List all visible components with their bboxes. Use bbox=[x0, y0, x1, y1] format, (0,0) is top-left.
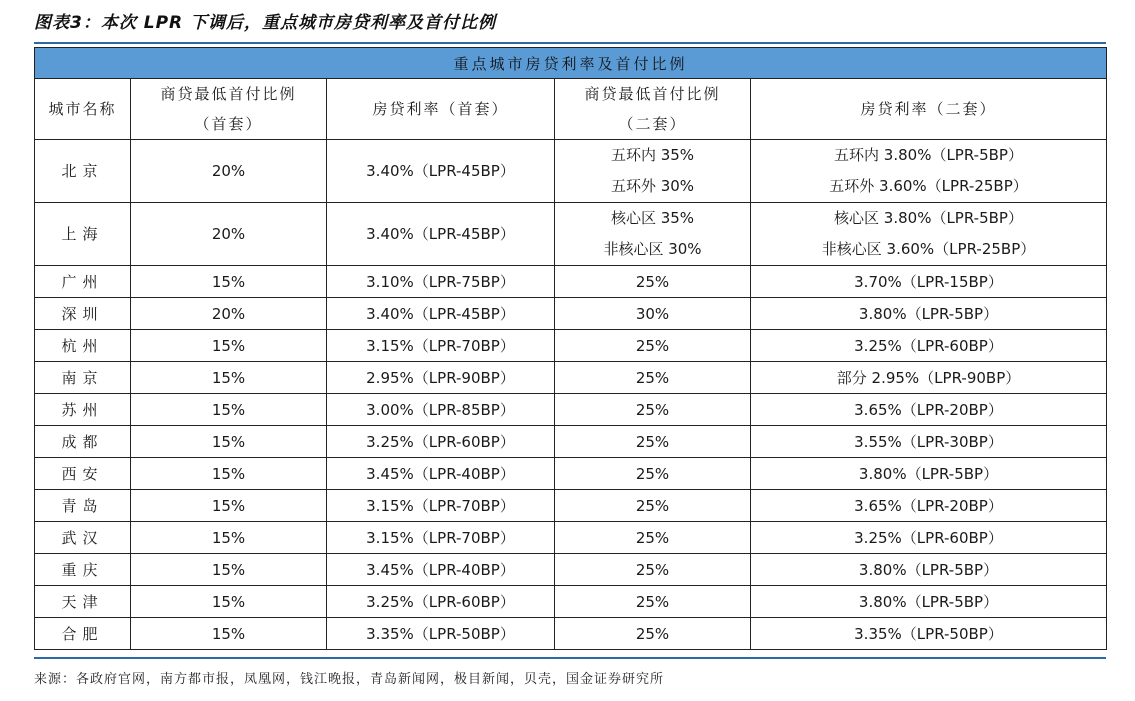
first-rate-cell: 3.45%（LPR-40BP） bbox=[327, 458, 555, 490]
city-cell: 南京 bbox=[35, 362, 131, 394]
second-rate-line: 非核心区 3.60%（LPR-25BP） bbox=[821, 240, 1036, 258]
first-rate-cell: 3.40%（LPR-45BP） bbox=[327, 203, 555, 266]
table-row bbox=[35, 522, 1107, 554]
first-down-cell: 15% bbox=[131, 362, 327, 394]
second-rate-cell: 3.65%（LPR-20BP） bbox=[751, 490, 1107, 522]
second-rate-line: 五环内 3.80%（LPR-5BP） bbox=[834, 146, 1023, 164]
second-down-cell: 25% bbox=[555, 266, 751, 298]
figure-caption: 图表3：本次 LPR 下调后，重点城市房贷利率及首付比例 bbox=[34, 13, 497, 33]
first-down-cell: 15% bbox=[131, 586, 327, 618]
first-down-cell: 15% bbox=[131, 522, 327, 554]
table-row bbox=[35, 298, 1107, 330]
header-first-down-payment-line1: 商贷最低首付比例 bbox=[160, 85, 297, 103]
second-rate-cell: 3.70%（LPR-15BP） bbox=[751, 266, 1107, 298]
second-down-line: 五环内 35% bbox=[610, 146, 695, 164]
second-down-cell: 25% bbox=[555, 618, 751, 650]
header-second-down-payment bbox=[555, 79, 751, 140]
table-row bbox=[35, 362, 1107, 394]
header-second-down-payment-line1: 商贷最低首付比例 bbox=[584, 85, 721, 103]
city-cell: 合肥 bbox=[35, 618, 131, 650]
table-row bbox=[35, 586, 1107, 618]
first-rate-cell: 3.35%（LPR-50BP） bbox=[327, 618, 555, 650]
first-down-cell: 20% bbox=[131, 203, 327, 266]
first-down-cell: 15% bbox=[131, 458, 327, 490]
first-down-cell: 15% bbox=[131, 266, 327, 298]
header-second-rate: 房贷利率（二套） bbox=[751, 79, 1107, 140]
first-rate-cell: 3.40%（LPR-45BP） bbox=[327, 298, 555, 330]
city-cell: 青岛 bbox=[35, 490, 131, 522]
table-row bbox=[35, 554, 1107, 586]
city-cell: 上海 bbox=[35, 203, 131, 266]
table-title: 重点城市房贷利率及首付比例 bbox=[35, 48, 1107, 79]
second-down-cell: 25% bbox=[555, 490, 751, 522]
first-down-cell: 15% bbox=[131, 394, 327, 426]
second-rate-cell: 3.25%（LPR-60BP） bbox=[751, 522, 1107, 554]
table-header-row bbox=[35, 79, 1107, 140]
second-down-cell: 25% bbox=[555, 362, 751, 394]
first-down-cell: 20% bbox=[131, 298, 327, 330]
table-row bbox=[35, 330, 1107, 362]
header-second-down-payment-line2: （二套） bbox=[618, 115, 687, 133]
city-cell: 北京 bbox=[35, 140, 131, 203]
table-row bbox=[35, 266, 1107, 298]
second-down-cell: 25% bbox=[555, 330, 751, 362]
first-down-cell: 15% bbox=[131, 618, 327, 650]
city-cell: 深圳 bbox=[35, 298, 131, 330]
second-down-cell: 25% bbox=[555, 522, 751, 554]
second-rate-cell: 3.35%（LPR-50BP） bbox=[751, 618, 1107, 650]
second-rate-cell bbox=[751, 203, 1107, 266]
first-down-cell: 20% bbox=[131, 140, 327, 203]
second-down-cell: 25% bbox=[555, 394, 751, 426]
second-down-line: 五环外 30% bbox=[610, 177, 695, 195]
second-rate-cell bbox=[751, 140, 1107, 203]
second-down-cell: 25% bbox=[555, 554, 751, 586]
table-row bbox=[35, 203, 1107, 266]
first-rate-cell: 3.45%（LPR-40BP） bbox=[327, 554, 555, 586]
second-down-cell: 25% bbox=[555, 458, 751, 490]
bottom-rule bbox=[34, 657, 1106, 659]
first-down-cell: 15% bbox=[131, 490, 327, 522]
city-cell: 武汉 bbox=[35, 522, 131, 554]
header-city: 城市名称 bbox=[35, 79, 131, 140]
first-rate-cell: 3.15%（LPR-70BP） bbox=[327, 330, 555, 362]
second-rate-cell: 3.55%（LPR-30BP） bbox=[751, 426, 1107, 458]
table-row bbox=[35, 618, 1107, 650]
city-cell: 广州 bbox=[35, 266, 131, 298]
second-rate-cell: 3.65%（LPR-20BP） bbox=[751, 394, 1107, 426]
second-rate-cell: 3.80%（LPR-5BP） bbox=[751, 586, 1107, 618]
city-cell: 杭州 bbox=[35, 330, 131, 362]
city-cell: 成都 bbox=[35, 426, 131, 458]
first-rate-cell: 3.00%（LPR-85BP） bbox=[327, 394, 555, 426]
header-first-down-payment-line2: （首套） bbox=[194, 115, 263, 133]
header-first-rate: 房贷利率（首套） bbox=[327, 79, 555, 140]
table-row bbox=[35, 426, 1107, 458]
first-rate-cell: 3.25%（LPR-60BP） bbox=[327, 426, 555, 458]
source-note: 来源：各政府官网，南方都市报，凤凰网，钱江晚报，青岛新闻网，极目新闻，贝壳，国金证券研究所 bbox=[34, 672, 665, 687]
second-down-cell bbox=[555, 203, 751, 266]
first-rate-cell: 3.10%（LPR-75BP） bbox=[327, 266, 555, 298]
second-down-cell: 25% bbox=[555, 426, 751, 458]
second-down-cell: 30% bbox=[555, 298, 751, 330]
table-row bbox=[35, 490, 1107, 522]
first-down-cell: 15% bbox=[131, 554, 327, 586]
table-row bbox=[35, 140, 1107, 203]
second-rate-cell: 3.80%（LPR-5BP） bbox=[751, 458, 1107, 490]
second-rate-line: 五环外 3.60%（LPR-25BP） bbox=[829, 177, 1028, 195]
first-down-cell: 15% bbox=[131, 330, 327, 362]
city-cell: 西安 bbox=[35, 458, 131, 490]
second-down-cell bbox=[555, 140, 751, 203]
top-rule bbox=[34, 42, 1106, 44]
first-rate-cell: 2.95%（LPR-90BP） bbox=[327, 362, 555, 394]
second-rate-cell: 3.80%（LPR-5BP） bbox=[751, 554, 1107, 586]
second-down-line: 非核心区 30% bbox=[603, 240, 702, 258]
first-down-cell: 15% bbox=[131, 426, 327, 458]
second-rate-cell: 部分 2.95%（LPR-90BP） bbox=[751, 362, 1107, 394]
second-rate-line: 核心区 3.80%（LPR-5BP） bbox=[834, 209, 1023, 227]
city-cell: 重庆 bbox=[35, 554, 131, 586]
second-rate-cell: 3.80%（LPR-5BP） bbox=[751, 298, 1107, 330]
first-rate-cell: 3.15%（LPR-70BP） bbox=[327, 522, 555, 554]
first-rate-cell: 3.40%（LPR-45BP） bbox=[327, 140, 555, 203]
mortgage-rate-table bbox=[34, 47, 1107, 650]
city-cell: 苏州 bbox=[35, 394, 131, 426]
table-row bbox=[35, 394, 1107, 426]
second-rate-cell: 3.25%（LPR-60BP） bbox=[751, 330, 1107, 362]
header-first-down-payment bbox=[131, 79, 327, 140]
second-down-line: 核心区 35% bbox=[610, 209, 695, 227]
city-cell: 天津 bbox=[35, 586, 131, 618]
second-down-cell: 25% bbox=[555, 586, 751, 618]
table-row bbox=[35, 458, 1107, 490]
first-rate-cell: 3.25%（LPR-60BP） bbox=[327, 586, 555, 618]
first-rate-cell: 3.15%（LPR-70BP） bbox=[327, 490, 555, 522]
